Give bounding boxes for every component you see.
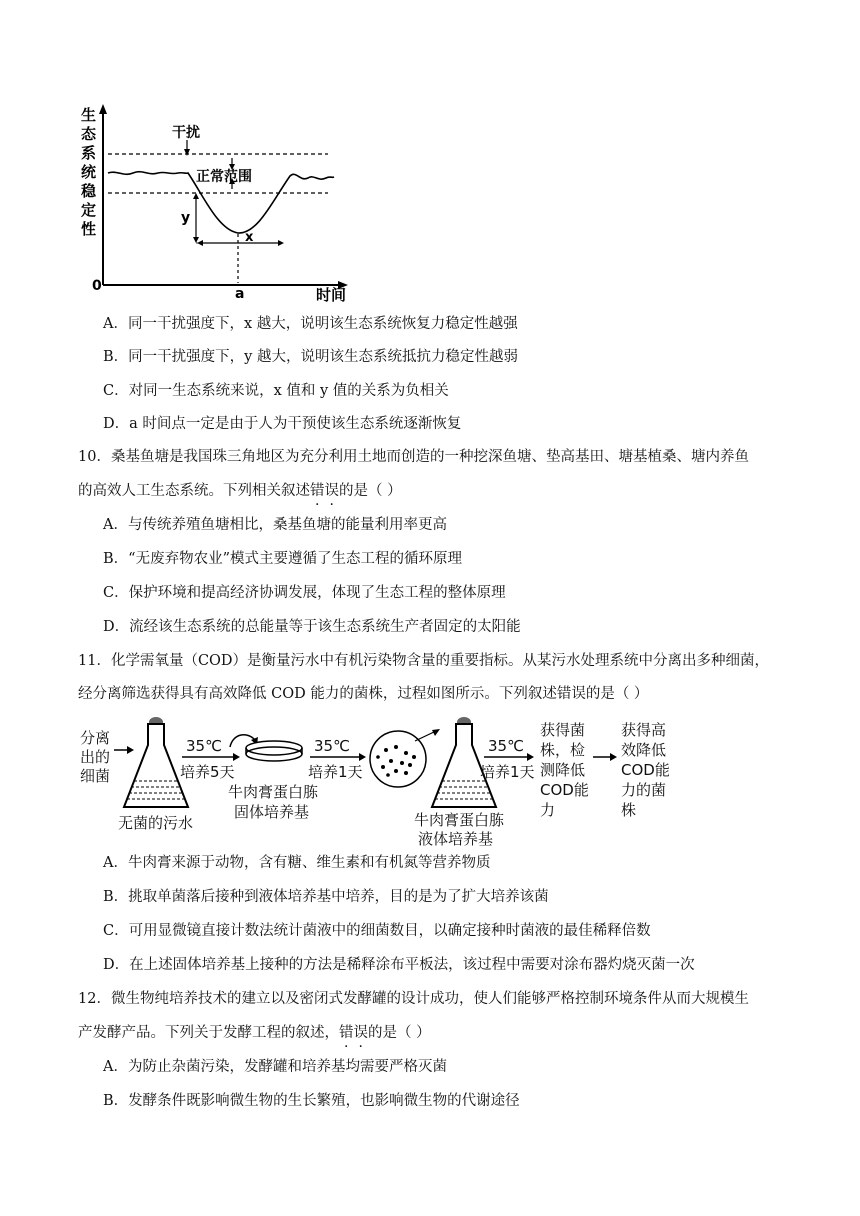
y-label: y [181,210,191,226]
flask2-label-line1: 牛肉膏蛋白胨 [414,811,505,829]
q12-option-a: A．为防止杂菌污染，发酵罐和培养基均需要严格灭菌 [103,1059,447,1075]
ylabel-char: 系 [81,144,97,162]
normal-range-label: 正常范围 [196,169,252,185]
stability-figure [78,100,368,305]
step3-temp: 35℃ [488,737,524,755]
disturbance-label: 干扰 [172,125,200,141]
x-label: x [245,230,254,245]
origin-label: 0 [92,278,102,294]
q11-option-b: B．挑取单菌落后接种到液体培养基中培养，目的是为了扩大培养该菌 [103,889,549,905]
flask-icon [124,717,188,807]
q10-stem-line2: 的高效人工生态系统。下列相关叙述错误的是（ ） [78,483,402,499]
flask2-label-line2: 液体培养基 [418,830,494,848]
petri-dish-icon [230,735,302,761]
result1-line5: 力 [540,801,556,819]
q10-option-d: D．流经该生态系统的总能量等于该生态系统生产者固定的太阳能 [103,619,521,635]
ylabel-char: 生 [81,106,97,124]
start-line1: 分离 [80,729,111,747]
figure-ylabel [80,106,97,238]
plate-label-line1: 牛肉膏蛋白胨 [228,783,319,801]
result1-line4: COD能 [540,781,589,799]
result2-line5: 株 [621,801,637,819]
colony-dish-icon [370,729,440,787]
result2-line1: 获得高 [621,721,667,739]
figure-xlabel: 时间 [316,286,347,304]
result2-line2: 效降低 [621,741,667,759]
q10-option-b: B．“无废弃物农业”模式主要遵循了生态工程的循环原理 [103,551,462,567]
ylabel-char: 定 [81,201,97,219]
result1-line2: 株，检 [540,741,586,759]
q12-option-b: B．发酵条件既影响微生物的生长繁殖，也影响微生物的代谢途径 [103,1093,520,1109]
result2-line3: COD能 [621,761,670,779]
ylabel-char: 稳 [81,182,97,200]
result2-line4: 力的菌 [621,781,667,799]
plate-label-line2: 固体培养基 [234,803,310,821]
flask-icon [432,717,496,807]
q10-option-c: C．保护环境和提高经济协调发展，体现了生态工程的整体原理 [103,585,506,601]
step1-time: 培养5天 [180,763,235,781]
q12-stem-line1: 12．微生物纯培养技术的建立以及密闭式发酵罐的设计成功，使人们能够严格控制环境条件从而大规模生 [78,991,749,1007]
q9-option-a: A．同一干扰强度下，x 越大，说明该生态系统恢复力稳定性越强 [103,316,518,332]
step2-temp: 35℃ [314,737,350,755]
ylabel-char: 统 [81,163,97,181]
ylabel-char: 态 [81,125,97,143]
step3-time: 培养1天 [480,763,535,781]
a-label: a [235,286,245,302]
q9-option-b: B．同一干扰强度下，y 越大，说明该生态系统抵抗力稳定性越弱 [103,349,518,365]
result1-line1: 获得菌 [540,721,586,739]
step1-temp: 35℃ [186,737,222,755]
result1-line3: 测降低 [540,761,586,779]
q9-option-d: D．a 时间点一定是由于人为干预使该生态系统逐渐恢复 [103,416,462,432]
ylabel-char: 性 [81,220,97,238]
process-figure [78,715,718,850]
flask1-label: 无菌的污水 [118,814,194,832]
step2-time: 培养1天 [308,763,363,781]
q9-option-c: C．对同一生态系统来说，x 值和 y 值的关系为负相关 [103,383,449,399]
q11-option-c: C．可用显微镜直接计数法统计菌液中的细菌数目，以确定接种时菌液的最佳稀释倍数 [103,923,651,939]
q11-option-a: A．牛肉膏来源于动物，含有糖、维生素和有机氮等营养物质 [103,855,491,871]
q10-stem-line1: 10．桑基鱼塘是我国珠三角地区为充分利用土地而创造的一种挖深鱼塘、垫高基田、塘基植桑、塘内养鱼 [78,449,749,465]
q11-option-d: D．在上述固体培养基上接种的方法是稀释涂布平板法，该过程中需要对涂布器灼烧灭菌一次 [103,957,695,973]
start-line2: 出的 [80,748,111,766]
q10-option-a: A．与传统养殖鱼塘相比，桑基鱼塘的能量利用率更高 [103,517,447,533]
start-line3: 细菌 [80,767,111,785]
q11-stem-line2: 经分离筛选获得具有高效降低 COD 能力的菌株，过程如图所示。下列叙述错误的是（ ） [78,686,649,702]
q12-stem-line2: 产发酵产品。下列关于发酵工程的叙述，错误的是（ ） [78,1025,431,1041]
q11-stem-line1: 11．化学需氧量（COD）是衡量污水中有机污染物含量的重要指标。从某污水处理系统中分离出多种细菌， [78,653,770,669]
